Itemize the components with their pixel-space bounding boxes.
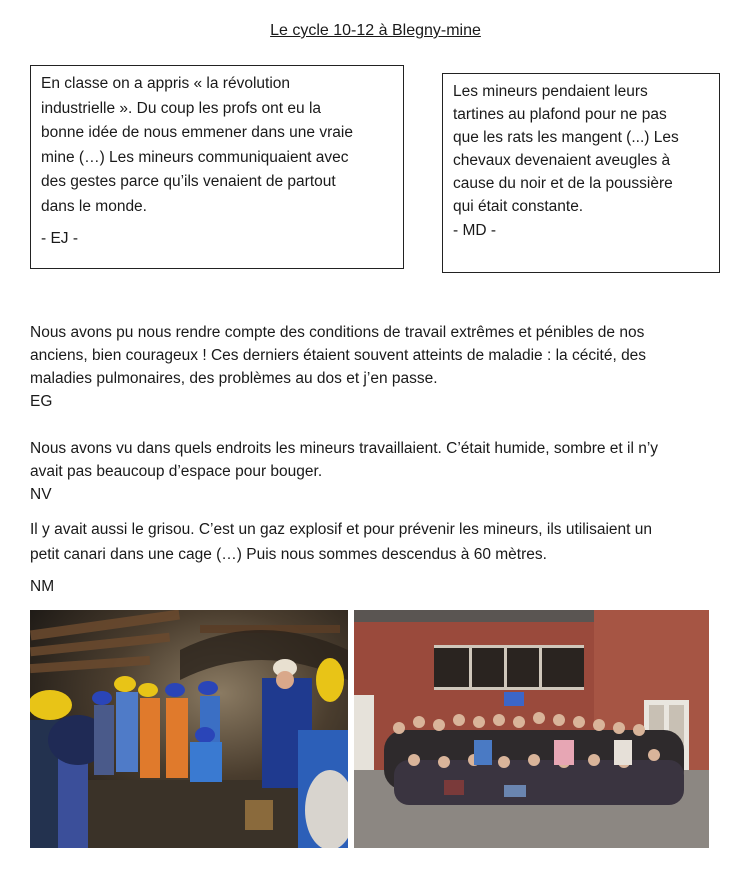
quote-author: - EJ - — [41, 230, 79, 247]
quote-line: que les rats les mangent (...) Les — [453, 129, 679, 146]
paragraph-workplaces — [30, 437, 720, 506]
quote-line: cause du noir et de la poussière — [453, 175, 673, 192]
quote-line: des gestes parce qu’ils venaient de partout — [41, 173, 336, 190]
quote-line: bonne idée de nous emmener dans une vraie — [41, 124, 353, 141]
photo-group-outside — [354, 610, 709, 848]
paragraph-line: anciens, bien courageux ! Ces derniers étaient souvent atteints de maladie : la cécité, des — [30, 347, 647, 364]
paragraph-line: avait pas beaucoup d’espace pour bouger. — [30, 463, 323, 480]
paragraph-line: petit canari dans une cage (…) Puis nous sommes descendus à 60 mètres. — [30, 546, 547, 563]
quote-line: En classe on a appris « la révolution — [41, 75, 291, 92]
paragraph-conditions — [30, 321, 720, 413]
paragraph-line: Nous avons pu nous rendre compte des conditions de travail extrêmes et pénibles de nos — [30, 324, 645, 341]
page-title — [0, 22, 751, 40]
paragraph-line: Nous avons vu dans quels endroits les mineurs travaillaient. C’était humide, sombre et il n’y — [30, 440, 659, 457]
quote-line: Les mineurs pendaient leurs — [453, 83, 648, 100]
page-title-text: Le cycle 10-12 à Blegny-mine — [270, 22, 481, 39]
paragraph-author: NV — [30, 486, 52, 503]
paragraph-author: NM — [30, 578, 55, 595]
photo-mine-tunnel — [30, 610, 348, 848]
quote-line: qui était constante. — [453, 198, 584, 215]
quote-line: dans le monde. — [41, 197, 147, 215]
quote-box-right — [442, 73, 720, 273]
quote-line: tartines au plafond pour ne pas — [453, 106, 667, 123]
quote-box-left — [30, 65, 404, 269]
quote-line: mine (…) Les mineurs communiquaient avec — [41, 148, 349, 166]
paragraph-grisou — [30, 517, 720, 567]
paragraph-author: EG — [30, 393, 53, 410]
quote-line: chevaux devenaient aveugles à — [453, 152, 671, 169]
paragraph-line: Il y avait aussi le grisou. C’est un gaz explosif et pour prévenir les mineurs, ils utilisaient un — [30, 521, 653, 538]
quote-author: - MD - — [453, 222, 497, 239]
paragraph-line: maladies pulmonaires, des problèmes au dos et j’en passe. — [30, 370, 438, 387]
quote-line: industrielle ». Du coup les profs ont eu la — [41, 99, 322, 117]
